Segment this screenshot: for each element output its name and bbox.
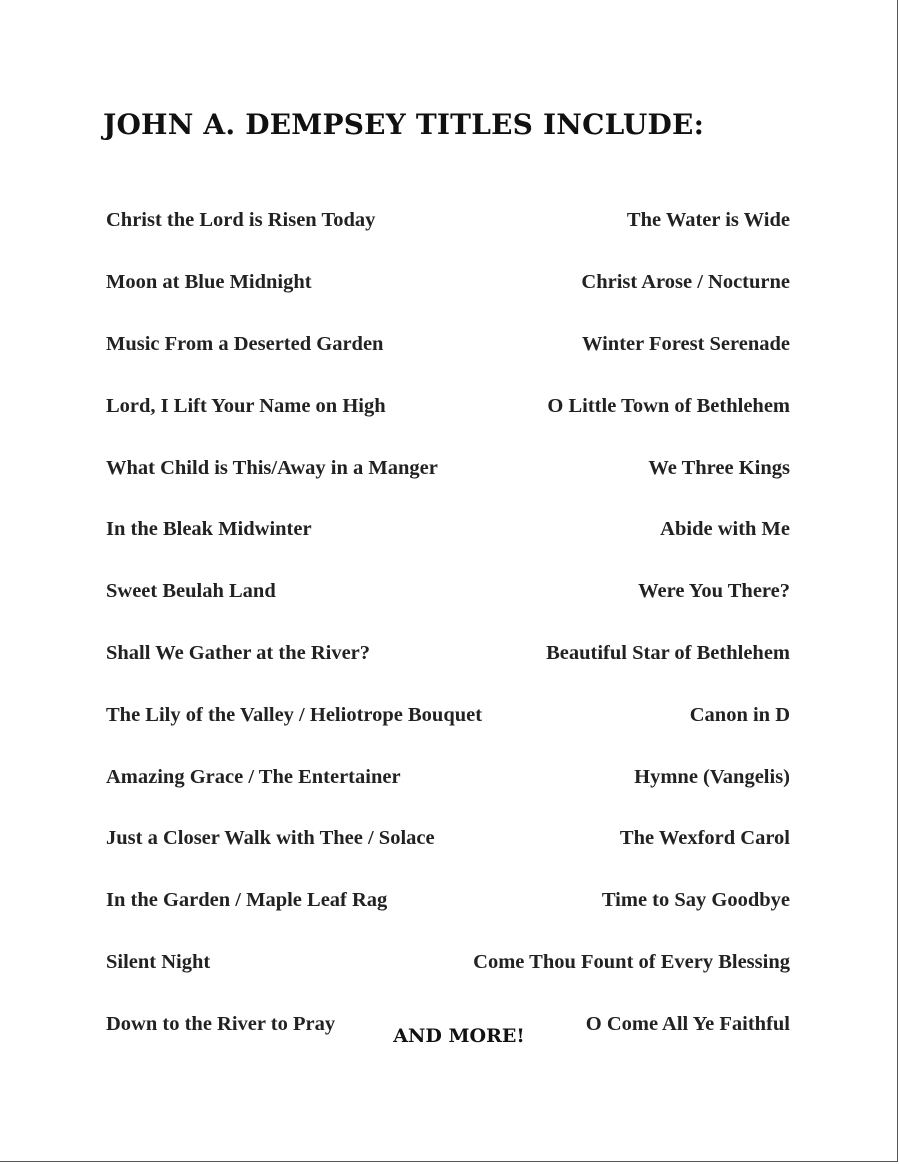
title-row	[106, 375, 790, 437]
title-right: The Water is Wide	[626, 209, 790, 232]
title-left: Down to the River to Pray	[106, 1012, 336, 1035]
title-left: In the Garden / Maple Leaf Rag	[106, 889, 388, 912]
title-row	[106, 623, 790, 685]
title-left: Amazing Grace / The Entertainer	[106, 765, 401, 788]
title-right: We Three Kings	[648, 456, 790, 479]
title-right: The Wexford Carol	[619, 827, 790, 850]
title-left: Shall We Gather at the River?	[106, 641, 371, 664]
title-left: Just a Closer Walk with Thee / Solace	[106, 827, 435, 850]
title-right: Canon in D	[689, 703, 790, 726]
title-row	[106, 314, 790, 376]
title-left: Lord, I Lift Your Name on High	[106, 394, 386, 417]
title-left: Sweet Beulah Land	[106, 580, 276, 603]
title-right: Abide with Me	[660, 518, 790, 541]
title-left: Music From a Deserted Garden	[106, 332, 384, 355]
title-row	[106, 499, 790, 561]
title-left: What Child is This/Away in a Manger	[106, 456, 438, 479]
page-title: JOHN A. DEMPSEY TITLES INCLUDE:	[103, 108, 705, 141]
title-row	[106, 932, 790, 994]
title-left: In the Bleak Midwinter	[106, 518, 312, 541]
and-more-footer: AND MORE!	[393, 1025, 525, 1047]
title-right: Time to Say Goodbye	[601, 889, 790, 912]
title-left: Silent Night	[106, 950, 211, 973]
title-row	[106, 252, 790, 314]
title-left: Moon at Blue Midnight	[106, 271, 312, 294]
title-right: Hymne (Vangelis)	[634, 765, 790, 788]
title-right: O Little Town of Bethlehem	[547, 394, 790, 417]
title-row	[106, 684, 790, 746]
title-row	[106, 808, 790, 870]
title-row	[106, 437, 790, 499]
titles-list	[106, 190, 790, 1055]
title-right: O Come All Ye Faithful	[585, 1012, 790, 1035]
title-right: Winter Forest Serenade	[581, 332, 790, 355]
title-right: Come Thou Fount of Every Blessing	[473, 950, 790, 973]
title-right: Were You There?	[638, 580, 790, 603]
title-row	[106, 870, 790, 932]
title-row	[106, 561, 790, 623]
title-right: Beautiful Star of Bethlehem	[546, 641, 790, 664]
title-row	[106, 746, 790, 808]
title-left: Christ the Lord is Risen Today	[106, 209, 376, 232]
title-left: The Lily of the Valley / Heliotrope Bouquet	[106, 703, 483, 726]
title-row	[106, 190, 790, 252]
title-right: Christ Arose / Nocturne	[581, 271, 790, 294]
